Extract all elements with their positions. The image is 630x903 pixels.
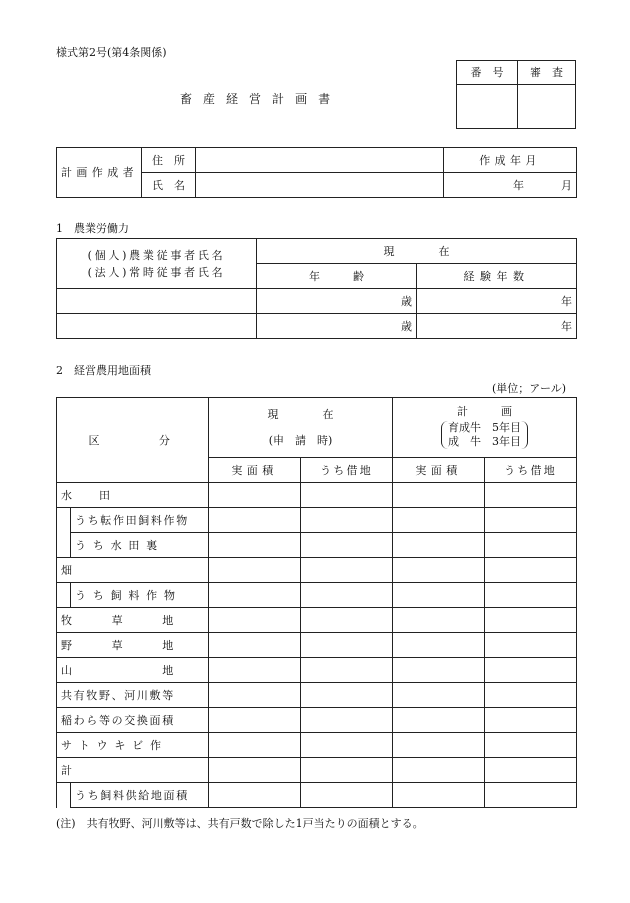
table-row <box>57 608 577 633</box>
indent-spacer <box>57 508 71 533</box>
current-leased-cell[interactable] <box>301 583 393 608</box>
plan-leased-cell[interactable] <box>485 608 577 633</box>
current-leased-cell[interactable] <box>301 658 393 683</box>
current-leased-cell[interactable] <box>301 483 393 508</box>
document-title: 畜 産 経 営 計 画 書 <box>180 92 334 106</box>
labor-table <box>56 238 577 339</box>
current-leased-cell[interactable] <box>301 533 393 558</box>
author-table <box>56 147 577 198</box>
plan-note-2: 成 牛 3年目 <box>448 435 521 448</box>
plan-leased-cell[interactable] <box>485 533 577 558</box>
plan-actual-area-cell[interactable] <box>393 658 485 683</box>
plan-leased-header: うち借地 <box>485 458 577 483</box>
row-label: 山 地 <box>57 658 209 683</box>
plan-actual-area-cell[interactable] <box>393 508 485 533</box>
farmland-current-label: 現 在 <box>267 407 334 421</box>
row-label: うち転作田飼料作物 <box>71 508 209 533</box>
year-unit: 年 <box>561 319 572 333</box>
row-label: う ち 水 田 裏 <box>71 533 209 558</box>
current-actual-area-cell[interactable] <box>209 683 301 708</box>
row-label: 稲わら等の交換面積 <box>57 708 209 733</box>
plan-label: 計 画 <box>457 405 512 418</box>
current-actual-area-cell[interactable] <box>209 533 301 558</box>
experience-header: 経験年数 <box>417 264 577 289</box>
section1-heading: 1 農業労働力 <box>56 222 129 235</box>
table-row <box>57 758 577 783</box>
plan-actual-area-cell[interactable] <box>393 683 485 708</box>
row-label: 計 <box>57 758 209 783</box>
row-label: うち飼料供給地面積 <box>71 783 209 808</box>
age-unit: 歳 <box>401 294 412 308</box>
plan-leased-cell[interactable] <box>485 633 577 658</box>
review-label: 審 査 <box>518 61 576 85</box>
plan-header <box>393 398 577 458</box>
current-leased-cell[interactable] <box>301 783 393 808</box>
indent-spacer <box>57 533 71 558</box>
corporate-label: (法人)常時従事者氏名 <box>87 265 226 279</box>
plan-actual-area-header: 実面積 <box>393 458 485 483</box>
row-label: 水 田 <box>57 483 209 508</box>
plan-actual-area-cell[interactable] <box>393 733 485 758</box>
current-leased-cell[interactable] <box>301 508 393 533</box>
name-label: 氏 名 <box>142 173 196 198</box>
row-label: 野 草 地 <box>57 633 209 658</box>
address-label: 住 所 <box>142 148 196 173</box>
worker-name-field[interactable] <box>57 289 257 314</box>
plan-actual-area-cell[interactable] <box>393 483 485 508</box>
application-label: (申 請 時) <box>268 433 333 447</box>
table-row <box>57 783 577 808</box>
current-actual-area-cell[interactable] <box>209 508 301 533</box>
table-row <box>57 558 577 583</box>
table-row <box>57 508 577 533</box>
current-actual-area-cell[interactable] <box>209 608 301 633</box>
table-row <box>57 658 577 683</box>
current-actual-area-cell[interactable] <box>209 633 301 658</box>
age-field[interactable] <box>257 289 417 314</box>
current-leased-cell[interactable] <box>301 608 393 633</box>
created-date-field[interactable] <box>444 173 577 198</box>
number-cell[interactable] <box>457 85 518 129</box>
current-actual-area-cell[interactable] <box>209 783 301 808</box>
year-label: 年 <box>513 178 524 192</box>
plan-leased-cell[interactable] <box>485 558 577 583</box>
experience-field[interactable] <box>417 314 577 339</box>
plan-actual-area-cell[interactable] <box>393 533 485 558</box>
category-header: 区 分 <box>57 398 209 483</box>
month-label: 月 <box>561 178 572 192</box>
plan-leased-cell[interactable] <box>485 483 577 508</box>
plan-leased-cell[interactable] <box>485 658 577 683</box>
section2-heading: 2 経営農用地面積 <box>56 364 151 377</box>
age-header: 年 齢 <box>257 264 417 289</box>
farmland-current-header <box>209 398 393 458</box>
current-actual-area-cell[interactable] <box>209 658 301 683</box>
indent-spacer <box>57 583 71 608</box>
current-actual-area-cell[interactable] <box>209 583 301 608</box>
name-field[interactable] <box>196 173 444 198</box>
stamp-box <box>456 60 576 129</box>
current-actual-area-cell[interactable] <box>209 558 301 583</box>
farmland-table <box>56 397 577 808</box>
number-label: 番 号 <box>457 61 518 85</box>
current-leased-cell[interactable] <box>301 683 393 708</box>
row-label: 共有牧野、河川敷等 <box>57 683 209 708</box>
table-row <box>57 483 577 508</box>
current-actual-area-header: 実面積 <box>209 458 301 483</box>
indent-spacer <box>57 783 71 808</box>
plan-actual-area-cell[interactable] <box>393 558 485 583</box>
table-row <box>57 583 577 608</box>
row-label: 牧 草 地 <box>57 608 209 633</box>
table-row <box>57 683 577 708</box>
table-row <box>57 733 577 758</box>
plan-leased-cell[interactable] <box>485 583 577 608</box>
unit-note: (単位；アール) <box>492 382 567 395</box>
plan-leased-cell[interactable] <box>485 708 577 733</box>
age-unit: 歳 <box>401 319 412 333</box>
plan-actual-area-cell[interactable] <box>393 583 485 608</box>
form-number: 様式第2号(第4条関係) <box>56 46 167 59</box>
plan-leased-cell[interactable] <box>485 783 577 808</box>
plan-actual-area-cell[interactable] <box>393 608 485 633</box>
plan-actual-area-cell[interactable] <box>393 633 485 658</box>
created-date-label: 作成年月 <box>444 148 577 173</box>
individual-label: (個人)農業従事者氏名 <box>87 248 226 262</box>
worker-name-header <box>57 239 257 289</box>
plan-actual-area-cell[interactable] <box>393 758 485 783</box>
plan-note-1: 育成牛 5年目 <box>448 421 521 434</box>
row-label: 畑 <box>57 558 209 583</box>
labor-current-header: 現 在 <box>257 239 577 264</box>
current-leased-cell[interactable] <box>301 708 393 733</box>
table-row <box>57 633 577 658</box>
current-leased-cell[interactable] <box>301 558 393 583</box>
year-unit: 年 <box>561 294 572 308</box>
experience-field[interactable] <box>417 289 577 314</box>
plan-note <box>441 421 528 449</box>
review-cell[interactable] <box>518 85 576 129</box>
current-leased-cell[interactable] <box>301 758 393 783</box>
current-actual-area-cell[interactable] <box>209 708 301 733</box>
plan-actual-area-cell[interactable] <box>393 783 485 808</box>
plan-leased-cell[interactable] <box>485 508 577 533</box>
age-field[interactable] <box>257 314 417 339</box>
current-leased-cell[interactable] <box>301 733 393 758</box>
row-label: サ ト ウ キ ビ 作 <box>57 733 209 758</box>
row-label: う ち 飼 料 作 物 <box>71 583 209 608</box>
current-leased-cell[interactable] <box>301 633 393 658</box>
address-field[interactable] <box>196 148 444 173</box>
worker-name-field[interactable] <box>57 314 257 339</box>
plan-leased-cell[interactable] <box>485 683 577 708</box>
footnote: (注) 共有牧野、河川敷等は、共有戸数で除した1戸当たりの面積とする。 <box>56 817 424 830</box>
plan-leased-cell[interactable] <box>485 758 577 783</box>
current-actual-area-cell[interactable] <box>209 483 301 508</box>
plan-leased-cell[interactable] <box>485 733 577 758</box>
table-row <box>57 708 577 733</box>
current-actual-area-cell[interactable] <box>209 758 301 783</box>
current-actual-area-cell[interactable] <box>209 733 301 758</box>
author-section-label: 計画作成者 <box>57 148 142 198</box>
plan-actual-area-cell[interactable] <box>393 708 485 733</box>
current-leased-header: うち借地 <box>301 458 393 483</box>
table-row <box>57 533 577 558</box>
